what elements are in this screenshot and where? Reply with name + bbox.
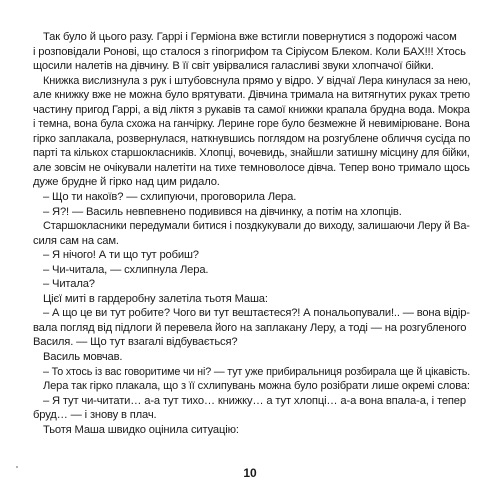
text-line: дуже брудне й гірко над цим ридало. [33, 176, 220, 189]
text-line: – А що це ви тут робите? Чого ви тут вештаєтеся?! А пональопували!.. — вона відір- [43, 307, 470, 320]
text-line: – Я тут чи-читати… а-а тут тихо… книжку… а тут хлопці… а-а вона впала-а, і тепер [43, 394, 466, 407]
text-line: – Що ти накоїв? — схлипуючи, проговорила Лера. [43, 191, 297, 204]
text-line: – Читала? [43, 278, 95, 291]
text-line: – То хтось із вас говоритиме чи ні? — тут уже прибиральниця розбирала ще й цікавість. [43, 365, 471, 378]
text-line: щосили налетів на дівчину. В її світ увірвалися галасливі звуки хлопчачої бійки. [33, 60, 434, 73]
text-line: Василя. — Що тут взагалі відбувається? [33, 336, 238, 349]
text-line: Цієї миті в гардеробну залетіла тьотя Маша: [43, 292, 268, 305]
text-line: гірко заплакала, розвернулася, наткнувшись поглядом на розгублене обличчя сусіда по [33, 132, 471, 145]
text-line: – Я?! — Василь невпевнено подивився на дівчинку, а потім на хлопців. [43, 205, 402, 218]
text-line: Лера так гірко плакала, що з її схлипувань можна було розібрати лише окремі слова: [43, 380, 470, 393]
text-line: бруд… — і знову в плач. [33, 409, 157, 422]
text-line: Книжка вислизнула з рук і штубовснула прямо у відро. У відчаї Лера кинулася за нею, [43, 74, 471, 87]
text-line: Тьотя Маша швидко оцінила ситуацію: [43, 423, 239, 436]
text-line: вала погляд від підлоги й перевела його на заплакану Леру, а тоді — на розгубленого [33, 321, 467, 334]
text-line: і розповідали Ронові, що сталося з гіпогрифом та Сіріусом Блеком. Коли БАХ!!! Хтось [33, 45, 466, 58]
page-number: 10 [243, 466, 257, 480]
text-line: Так було й цього разу. Гаррі і Герміона вже встигли повернутися з подорожі часом [43, 31, 457, 43]
text-line: парті та кількох старшокласників. Хлопці, вочевидь, знайшли затишну місцину для бійки, [33, 147, 470, 160]
text-line: Василь мовчав. [43, 351, 123, 364]
text-line: Старшокласники передумали битися і поздкукували до виходу, залишаючи Леру й Ва- [43, 220, 470, 233]
body-text [33, 30, 470, 437]
text-line: і темна, вона була схожа на ганчірку. Лерине горе було безмежне й невимірюване. Вона [33, 118, 470, 131]
text-line: силя сам на сам. [33, 234, 119, 247]
text-line: але книжку вже не можна було врятувати. Дівчина тримала на витягнутих руках третю [33, 89, 470, 102]
text-line: частину пригод Гаррі, а від ліктя з рукавів та самої книжки крапала брудна вода. Мокра [33, 103, 470, 116]
text-line: – Я нічого! А ти що тут робиш? [43, 249, 199, 262]
text-line: – Чи-читала, — схлипнула Лера. [43, 263, 209, 276]
text-line: але зовсім не очікували налетіти на тихе темноволосе дівча. Тепер воно тримало щось [33, 161, 470, 174]
